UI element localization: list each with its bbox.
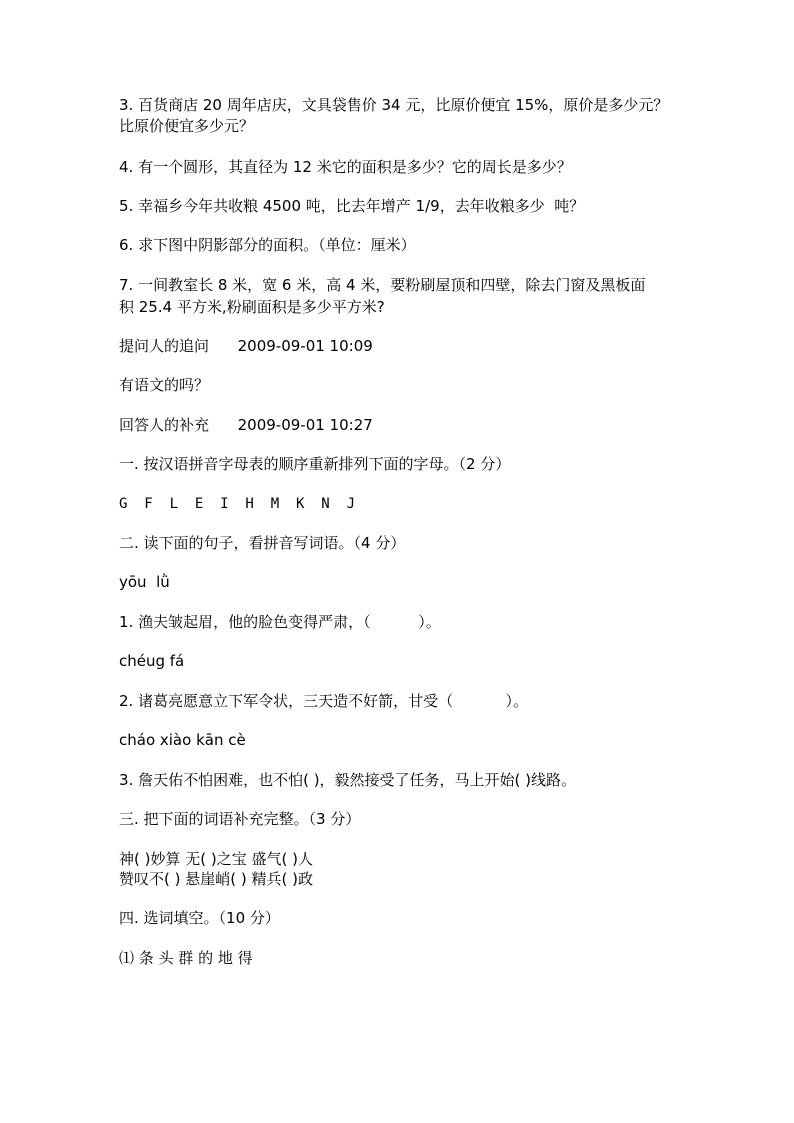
question-3-line-2: 比原价便宜多少元？: [119, 117, 255, 135]
section-2-title: 二. 读下面的句子，看拼音写词语。（4 分）: [119, 534, 406, 552]
pinyin-2: chéug fá: [119, 652, 185, 670]
followup-text: 有语文的吗？: [119, 376, 210, 394]
section-3-line-1: 神( )妙算 无( )之宝 盛气( )人: [119, 850, 313, 868]
section-4-title: 四. 选词填空。（10 分）: [119, 909, 280, 927]
question-3-line-1: 3. 百货商店 20 周年店庆，文具袋售价 34 元，比原价便宜 15%，原价是多少元？: [119, 96, 669, 114]
followup-meta: 提问人的追问 2009-09-01 10:09: [119, 337, 373, 355]
section-3-line-2: 赞叹不( ) 悬崖峭( ) 精兵( )政: [119, 870, 313, 888]
question-7-line-1: 7. 一间教室长 8 米，宽 6 米，高 4 米，要粉刷屋顶和四壁，除去门窗及黑板面: [119, 276, 646, 294]
question-5: 5. 幸福乡今年共收粮 4500 吨，比去年增产 1/9，去年收粮多少 吨？: [119, 197, 585, 215]
section-3-title: 三. 把下面的词语补充完整。（3 分）: [119, 810, 361, 828]
question-6: 6. 求下图中阴影部分的面积。（单位：厘米）: [119, 236, 416, 254]
section-2-question-3: 3. 詹天佑不怕困难，也不怕( )，毅然接受了任务，马上开始( )线路。: [119, 771, 577, 789]
section-2-question-2: 2. 诸葛亮愿意立下军令状，三天造不好箭，甘受（ ）。: [119, 692, 529, 710]
section-2-question-1: 1. 渔夫皱起眉，他的脸色变得严肃，（ ）。: [119, 613, 441, 631]
pinyin-1: yōu lǜ: [119, 573, 170, 591]
section-1-letters: G F L E I H M K N J: [119, 496, 356, 512]
answer-meta: 回答人的补充 2009-09-01 10:27: [119, 416, 373, 434]
question-7-line-2: 积 25.4 平方米,粉刷面积是多少平方米?: [119, 298, 385, 316]
section-4-words: ⑴ 条 头 群 的 地 得: [119, 949, 253, 967]
pinyin-3: cháo xiào kān cè: [119, 731, 246, 749]
question-4: 4. 有一个圆形，其直径为 12 米它的面积是多少？它的周长是多少？: [119, 158, 572, 176]
section-1-title: 一. 按汉语拼音字母表的顺序重新排列下面的字母。（2 分）: [119, 455, 511, 473]
